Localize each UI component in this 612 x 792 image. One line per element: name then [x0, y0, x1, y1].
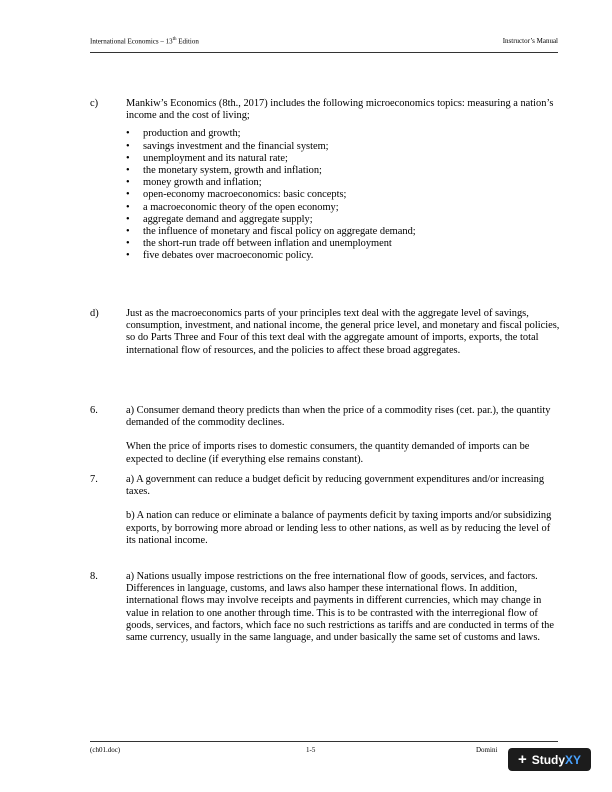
header-divider	[90, 52, 558, 53]
question-8-part-a: a) Nations usually impose restrictions on the free international flow of goods, services, and factors. Differences in language, customs, and laws also hamper these international flows. In addition, international flows may involve receipts and payments in different currencies, which may change in value in relation to one another through time. This is to be contrasted with the interregional flow of goods, services, and factors, which face no such restrictions as tariffs and are conducted in terms of the same currency, usually in the same language, and under basically the same set of customs and laws.	[126, 571, 554, 644]
page-number: 1-5	[306, 746, 316, 754]
list-item: • the influence of monetary and fiscal policy on aggregate demand;	[126, 226, 560, 238]
question-number: 6.	[90, 405, 98, 416]
section-c-intro: Mankiw’s Economics (8th., 2017) includes the following microeconomics topics: measuring a nation’s income and the cost of living;	[126, 98, 554, 122]
list-item: • open-economy macroeconomics: basic concepts;	[126, 189, 560, 201]
footer-author: Domini	[476, 746, 498, 754]
section-d-text: Just as the macroeconomics parts of your principles text deal with the aggregate level of savings, consumption, investment, and national income, the general price level, and monetary and fiscal policies, so do Parts Three and Four of this text deal with the aggregate amount of imports, exports, the total international flow of resources, and the policies to affect these broad aggregates.	[126, 308, 560, 356]
footer-filename: (ch01.doc)	[90, 746, 121, 754]
list-item: • money growth and inflation;	[126, 177, 560, 189]
footer-divider	[90, 741, 558, 742]
question-8	[90, 571, 560, 644]
question-6-paragraph: When the price of imports rises to domestic consumers, the quantity demanded of imports can be expected to decline (if everything else remains constant).	[126, 441, 530, 465]
list-item: • savings investment and the financial system;	[126, 141, 560, 153]
question-7-part-a: a) A government can reduce a budget deficit by reducing government expenditures and/or increasing taxes.	[126, 474, 545, 498]
list-item: • production and growth;	[126, 128, 560, 140]
question-7-part-b: b) A nation can reduce or eliminate a balance of payments deficit by taxing imports and/or subsidizing exports, by borrowing more abroad or lending less to other nations, as well as by reducing the level of its national income.	[126, 510, 552, 546]
topic-list	[126, 128, 560, 262]
list-item: • the monetary system, growth and inflation;	[126, 165, 560, 177]
question-number: 7.	[90, 474, 98, 485]
section-label: c)	[90, 98, 99, 109]
brand-name: StudyXY	[531, 752, 582, 767]
question-number: 8.	[90, 571, 98, 582]
question-7	[90, 474, 560, 547]
question-6	[90, 405, 560, 466]
section-d	[90, 308, 560, 357]
list-item: • unemployment and its natural rate;	[126, 153, 560, 165]
studyxy-badge[interactable]	[508, 748, 591, 771]
header-title: International Economics – 13th Edition	[90, 37, 199, 46]
question-6-part-a: a) Consumer demand theory predicts than when the price of a commodity rises (cet. par.), the quantity demanded of the commodity declines.	[126, 405, 551, 429]
list-item: • five debates over macroeconomic policy.	[126, 250, 560, 262]
section-c	[90, 98, 560, 263]
list-item: • the short-run trade off between inflation and unemployment	[126, 238, 560, 250]
list-item: • aggregate demand and aggregate supply;	[126, 214, 560, 226]
header-manual-label: Instructor’s Manual	[502, 37, 558, 45]
list-item: • a macroeconomic theory of the open economy;	[126, 202, 560, 214]
plus-icon: +	[517, 751, 527, 768]
section-label: d)	[90, 308, 99, 319]
